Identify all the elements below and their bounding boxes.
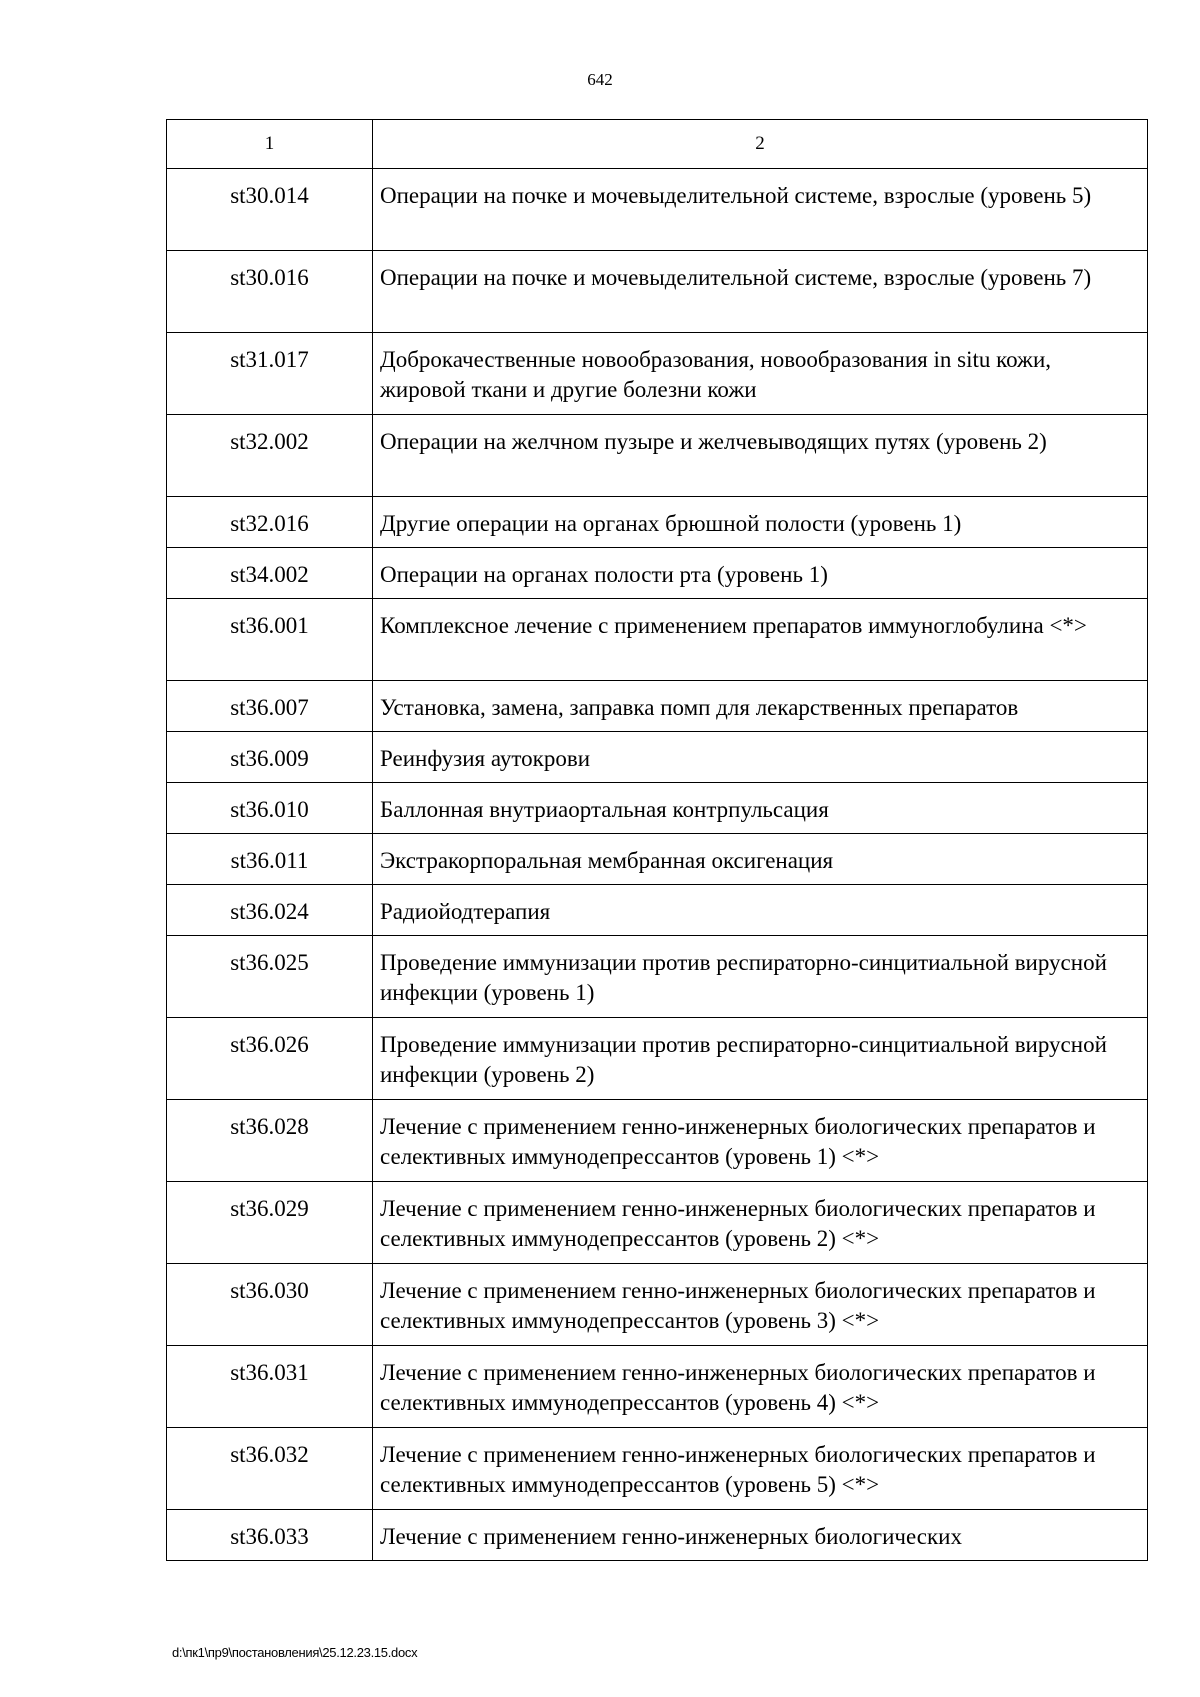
row-name: Проведение иммунизации против респираторно-синцитиальной вирусной инфекции (уровень 2) [373, 1018, 1148, 1100]
row-name: Другие операции на органах брюшной полости (уровень 1) [373, 497, 1148, 548]
table-row [167, 251, 1148, 333]
footer-file-path: d:\пк1\пр9\постановления\25.12.23.15.docx [172, 1645, 418, 1660]
table-row [167, 1100, 1148, 1182]
row-name: Лечение с применением генно-инженерных биологических препаратов и селективных иммунодепрессантов (уровень 1) <*> [373, 1100, 1148, 1182]
row-code: st36.029 [167, 1182, 373, 1264]
table-row [167, 1018, 1148, 1100]
table-row [167, 169, 1148, 251]
row-code: st36.026 [167, 1018, 373, 1100]
row-name: Баллонная внутриаортальная контрпульсация [373, 783, 1148, 834]
row-name: Проведение иммунизации против респираторно-синцитиальной вирусной инфекции (уровень 1) [373, 936, 1148, 1018]
table-body [167, 169, 1148, 1561]
page-number: 642 [587, 70, 613, 89]
row-name: Операции на желчном пузыре и желчевыводящих путях (уровень 2) [373, 415, 1148, 497]
table-row [167, 1428, 1148, 1510]
table-row [167, 783, 1148, 834]
column-header-code: 1 [167, 120, 373, 169]
table-row [167, 936, 1148, 1018]
row-name: Лечение с применением генно-инженерных биологических препаратов и селективных иммунодепрессантов (уровень 3) <*> [373, 1264, 1148, 1346]
table-row [167, 681, 1148, 732]
row-name: Лечение с применением генно-инженерных биологических препаратов и селективных иммунодепрессантов (уровень 5) <*> [373, 1428, 1148, 1510]
row-code: st36.031 [167, 1346, 373, 1428]
row-code: st32.016 [167, 497, 373, 548]
row-code: st36.024 [167, 885, 373, 936]
table-row [167, 1264, 1148, 1346]
row-code: st32.002 [167, 415, 373, 497]
table-row [167, 497, 1148, 548]
row-name: Экстракорпоральная мембранная оксигенация [373, 834, 1148, 885]
row-code: st36.030 [167, 1264, 373, 1346]
column-header-name: 2 [373, 120, 1148, 169]
row-code: st31.017 [167, 333, 373, 415]
table-row [167, 415, 1148, 497]
table-row [167, 548, 1148, 599]
row-code: st36.028 [167, 1100, 373, 1182]
row-name: Радиойодтерапия [373, 885, 1148, 936]
table-row [167, 1182, 1148, 1264]
row-name: Доброкачественные новообразования, новообразования in situ кожи, жировой ткани и другие болезни кожи [373, 333, 1148, 415]
table-row [167, 1510, 1148, 1561]
row-code: st36.009 [167, 732, 373, 783]
row-code: st36.007 [167, 681, 373, 732]
table-row [167, 333, 1148, 415]
table-row [167, 599, 1148, 681]
row-name: Операции на органах полости рта (уровень 1) [373, 548, 1148, 599]
table-row [167, 834, 1148, 885]
tariff-table [166, 119, 1148, 1561]
row-name: Комплексное лечение с применением препаратов иммуноглобулина <*> [373, 599, 1148, 681]
row-name: Операции на почке и мочевыделительной системе, взрослые (уровень 5) [373, 169, 1148, 251]
row-code: st36.011 [167, 834, 373, 885]
row-code: st36.025 [167, 936, 373, 1018]
row-code: st30.016 [167, 251, 373, 333]
row-code: st36.033 [167, 1510, 373, 1561]
row-code: st30.014 [167, 169, 373, 251]
table-row [167, 885, 1148, 936]
row-name: Лечение с применением генно-инженерных биологических [373, 1510, 1148, 1561]
table-row [167, 732, 1148, 783]
row-name: Лечение с применением генно-инженерных биологических препаратов и селективных иммунодепрессантов (уровень 4) <*> [373, 1346, 1148, 1428]
row-name: Операции на почке и мочевыделительной системе, взрослые (уровень 7) [373, 251, 1148, 333]
row-name: Установка, замена, заправка помп для лекарственных препаратов [373, 681, 1148, 732]
row-code: st34.002 [167, 548, 373, 599]
row-name: Лечение с применением генно-инженерных биологических препаратов и селективных иммунодепрессантов (уровень 2) <*> [373, 1182, 1148, 1264]
table-row [167, 1346, 1148, 1428]
row-name: Реинфузия аутокрови [373, 732, 1148, 783]
row-code: st36.001 [167, 599, 373, 681]
row-code: st36.010 [167, 783, 373, 834]
table-header-row [167, 120, 1148, 169]
row-code: st36.032 [167, 1428, 373, 1510]
